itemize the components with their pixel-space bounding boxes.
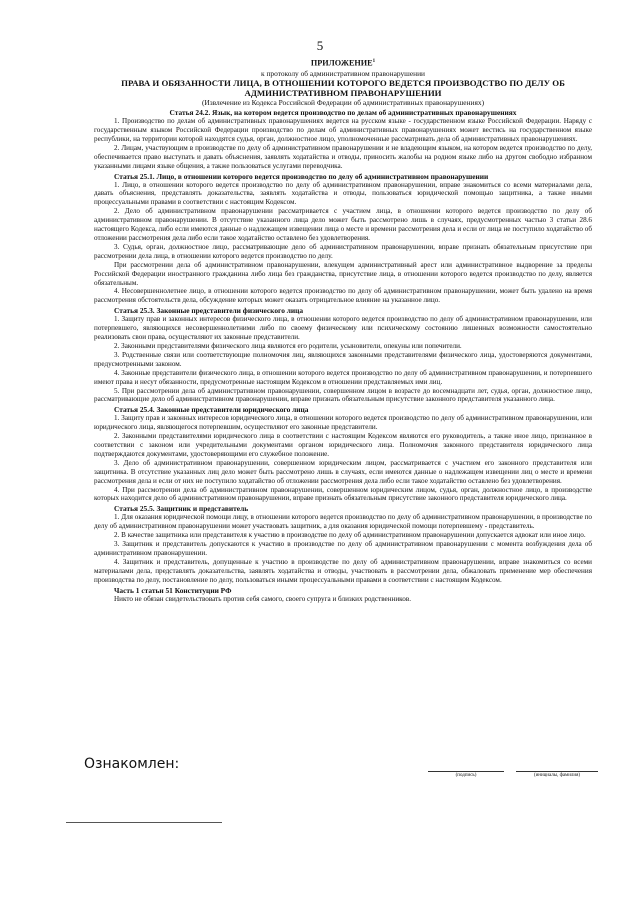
article-paragraph: 4. Защитник и представитель, допущенные к участию в производстве по делу об административном правонарушении, вправе знакомиться со всеми материалами дела, представлять доказательства, заявлять ходатайства и отводы, участвовать в рассмотрении дела, обжаловать применение мер обеспечения производства по делу, постановление по делу, пользоваться иными процессуальными правами в соответствии с настоящим Кодексом. (94, 557, 592, 584)
article-heading: Часть 1 статьи 51 Конституции РФ (114, 585, 232, 595)
article-paragraph: 1. Производство по делам об административных правонарушениях ведется на русском языке - государственном языке Российской Федерации. Наряду с государственным языком Российской Федерации производство по делам об административных правонарушениях может вестись на государственном языке республики, на территории которой находятся судья, орган, должностное лицо, уполномоченные рассматривать дела об административных правонарушениях. (94, 117, 592, 143)
article-heading: Статья 24.2. Язык, на котором ведется производство по делам об административных правонарушениях (169, 108, 517, 118)
article-paragraph: 2. Лицам, участвующим в производстве по делу об административном правонарушении и не владеющим языком, на котором ведется производство по делу, обеспечивается право выступать и давать объяснения, заявлять ходатайства и отводы, приносить жалобы на родном языке либо на другом свободно избранном указанными лицами языке общения, а также пользоваться услугами переводчика. (94, 143, 592, 170)
article-paragraph: 4. При рассмотрении дела об административном правонарушении, совершенном юридическим лицом, судья, орган, должностное лицо, в производстве которых находится дело об административном правонарушении, вправе признать обязательным присутствие законного представителя юридического лица. (94, 485, 592, 503)
article-heading: Статья 25.4. Законные представители юридического лица (114, 405, 309, 415)
article-paragraph: 3. Судья, орган, должностное лицо, рассматривающие дело об административном правонарушении, вправе признать обязательным присутствие при рассмотрении дела лица, в отношении которого ведется производство по делу. (94, 242, 592, 260)
footnote-separator (66, 822, 222, 823)
article-paragraph: 1. Для оказания юридической помощи лицу, в отношении которого ведется производство по делу об административном правонарушении, в производстве по делу об административном правонарушении может участвовать защитник, а для оказания юридической помощи потерпевшему - представитель. (94, 513, 592, 531)
article-paragraph: 2. Дело об административном правонарушении рассматривается с участием лица, в отношении которого ведется производство по делу об административном правонарушении. В отсутствие указанного лица дело может быть рассмотрено лишь в случаях, предусмотренных частью 3 статьи 28.6 настоящего Кодекса, либо если имеются данные о надлежащем извещении лица о месте и времени рассмотрения дела и если от лица не поступило ходатайство об отложении рассмотрения дела либо если такое ходатайство оставлено без удовлетворения. (94, 207, 592, 243)
articles-container (94, 108, 592, 603)
initials-caption: (инициалы, фамилия) (533, 773, 581, 778)
article-paragraph: Никто не обязан свидетельствовать против себя самого, своего супруга и близких родственников. (114, 594, 412, 603)
article-paragraph: 4. Законные представители физического лица, в отношении которого ведется производство по делу об административном правонарушении, и потерпевшего имеют права и несут обязанности, предусмотренные настоящим Кодексом в отношении представляемых ими лиц. (94, 368, 592, 386)
article-paragraph: 3. Защитник и представитель допускаются к участию в производстве по делу об административном правонарушении с момента возбуждения дела об административном правонарушении. (94, 540, 592, 558)
document-title: ПРАВА И ОБЯЗАННОСТИ ЛИЦА, В ОТНОШЕНИИ КОТОРОГО ВЕДЕТСЯ ПРОИЗВОДСТВО ПО ДЕЛУ ОБ АДМИНИСТРАТИВНОМ ПРАВОНАРУШЕНИИ (121, 77, 565, 98)
article-paragraph: 1. Лицо, в отношении которого ведется производство по делу об административном правонарушении, вправе знакомиться со всеми материалами дела, давать объяснения, представлять доказательства, заявлять ходатайства и отводы, пользоваться юридической помощью защитника, а также иными процессуальными правами в соответствии с настоящим Кодексом. (94, 180, 592, 207)
article-paragraph: 1. Защиту прав и законных интересов юридического лица, в отношении которого ведется производство по делу об административном правонарушении, или юридического лица, являющегося потерпевшим, осуществляют его законные представители. (94, 414, 592, 432)
article-heading: Статья 25.3. Законные представители физического лица (114, 306, 304, 316)
signature-caption: (подпись) (455, 773, 477, 778)
document-body (94, 57, 592, 604)
article-paragraph: 2. Законными представителями юридического лица в соответствии с настоящим Кодексом являются его руководитель, а также иное лицо, признанное в соответствии с законом или учредительными документами органом юридического лица. Полномочия законного представителя юридического лица подтверждаются документами, удостоверяющими его служебное положение. (94, 432, 592, 458)
article-paragraph: 1. Защиту прав и законных интересов физического лица, в отношении которого ведется производство по делу об административном правонарушении, или потерпевшего, являющихся несовершеннолетними либо по своему физическому или психическому состоянию лишенных возможности самостоятельно реализовать свои права, осуществляют их законные представители. (94, 315, 592, 342)
article-paragraph: 2. В качестве защитника или представителя к участию в производстве по делу об административном правонарушении допускается адвокат или иное лицо. (114, 531, 586, 540)
acknowledged-label: Ознакомлен: (84, 756, 180, 772)
article-paragraph: 2. Законными представителями физического лица являются его родители, усыновители, опекуны или попечители. (114, 341, 462, 350)
page-number: 5 (316, 38, 324, 53)
appendix-footnote-mark: 1 (372, 59, 376, 64)
article-paragraph: При рассмотрении дела об административном правонарушении, влекущем административный арест или административное выдворение за пределы Российской Федерации иностранного гражданина либо лица без гражданства, присутствие лица, в отношении которого ведется производство по делу, является обязательным. (94, 260, 592, 287)
article-paragraph: 5. При рассмотрении дела об административном правонарушении, совершенном лицом в возрасте до восемнадцати лет, судья, орган, должностное лицо, рассматривающие дело об административном правонарушении, вправе признать обязательным присутствие законного представителя указанного лица. (94, 386, 592, 404)
signature-line[interactable] (428, 771, 504, 772)
appendix-label: ПРИЛОЖЕНИЕ (310, 58, 373, 68)
appendix-heading (94, 57, 592, 69)
article-heading: Статья 25.5. Защитник и представитель (114, 504, 249, 514)
protocol-reference: к протоколу об административном правонарушении (261, 68, 425, 78)
article-paragraph: 3. Дело об административном правонарушении, совершенном юридическим лицом, рассматривается с участием его законного представителя или защитника. В отсутствие указанных лиц дело может быть рассмотрено лишь в случаях, если имеются данные о надлежащем извещении лиц о месте и времени рассмотрения дела и если от них не поступило ходатайство об отложении рассмотрения дела либо если такое ходатайство оставлено без удовлетворения. (94, 458, 592, 485)
document-subtitle: (Извлечение из Кодекса Российской Федерации об административных правонарушениях) (201, 98, 485, 108)
article-heading: Статья 25.1. Лицо, в отношении которого ведется производство по делу об административном правонарушении (114, 171, 489, 181)
article-paragraph: 4. Несовершеннолетнее лицо, в отношении которого ведется производство по делу об административном правонарушении, может быть удалено на время рассмотрения обстоятельств дела, обсуждение которых может оказать отрицательное влияние на указанное лицо. (94, 287, 592, 305)
initials-line[interactable] (516, 771, 598, 772)
article-paragraph: 3. Родственные связи или соответствующие полномочия лиц, являющихся законными представителями физического лица, удостоверяются документами, предусмотренными законом. (94, 350, 592, 368)
